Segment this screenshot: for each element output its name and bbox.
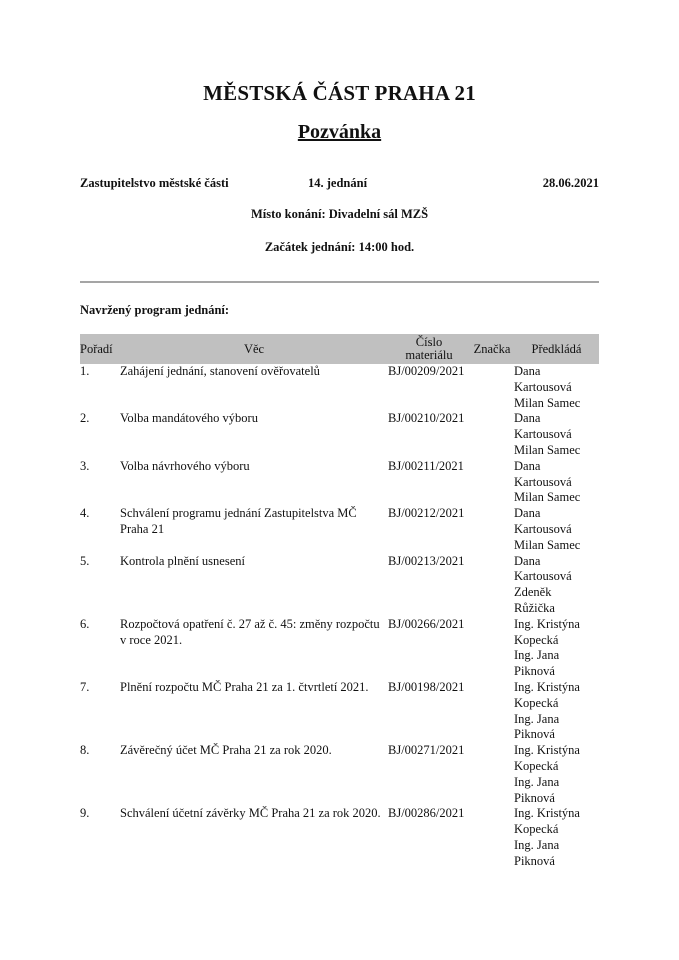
presenter-line: Kopecká: [514, 822, 559, 837]
column-header-number-line2: materiálu: [405, 348, 453, 362]
presenter-line: Kopecká: [514, 758, 559, 773]
agenda-material-number: BJ/00209/2021: [388, 364, 465, 378]
document-subtitle: Pozvánka: [297, 121, 382, 143]
presenter-line: Piknová: [514, 790, 555, 805]
presenter-line: Ing. Jana: [514, 774, 560, 789]
column-header-tag: Značka: [473, 341, 511, 356]
presenter-line: Ing. Kristýna: [514, 616, 580, 631]
agenda-subject: Rozpočtová opatření č. 27 až č. 45: změny rozpočtu v roce 2021.: [120, 616, 380, 647]
agenda-subject: Volba mandátového výboru: [120, 411, 258, 426]
agenda-order: 1.: [80, 364, 90, 378]
meeting-place: Místo konání: Divadelní sál MZŠ: [250, 207, 429, 221]
agenda-subject: Schválení účetní závěrky MČ Praha 21 za rok 2020.: [120, 806, 381, 821]
presenter-line: Ing. Jana: [514, 648, 560, 663]
agenda-order: 3.: [80, 458, 90, 473]
agenda-presenter: [514, 806, 599, 869]
meeting-date: 28.06.2021: [542, 176, 599, 190]
presenter-line: Ing. Kristýna: [514, 806, 580, 821]
agenda-heading: Navržený program jednání:: [80, 303, 230, 317]
agenda-tag: [470, 554, 514, 617]
meeting-start: Začátek jednání: 14:00 hod.: [264, 240, 415, 254]
table-row: [80, 554, 599, 617]
presenter-line: Kopecká: [514, 632, 559, 647]
agenda-order: 9.: [80, 806, 90, 821]
agenda-material-number: BJ/00198/2021: [388, 679, 465, 694]
table-row: [80, 459, 599, 506]
agenda-order: 2.: [80, 411, 90, 426]
presenter-line: Kartousová: [514, 427, 572, 442]
agenda-material-number: BJ/00286/2021: [388, 806, 465, 821]
presenter-line: Dana: [514, 553, 541, 568]
presenter-line: Kartousová: [514, 379, 572, 394]
agenda-material-number: BJ/00212/2021: [388, 506, 465, 521]
presenter-line: Piknová: [514, 727, 555, 742]
presenter-line: Piknová: [514, 853, 555, 868]
presenter-line: Dana: [514, 458, 541, 473]
column-header-order: Pořadí: [80, 341, 113, 356]
column-header-number-line1: Číslo: [415, 335, 443, 349]
assembly-name: Zastupitelstvo městské části: [80, 176, 229, 190]
agenda-presenter: [514, 364, 599, 411]
session-number: 14. jednání: [308, 176, 368, 190]
table-row: [80, 743, 599, 806]
agenda-order: 5.: [80, 553, 90, 568]
agenda-rows: [80, 364, 599, 870]
presenter-line: Kartousová: [514, 521, 572, 536]
agenda-subject: Kontrola plnění usnesení: [120, 553, 245, 568]
table-row: [80, 617, 599, 680]
agenda-presenter: [514, 506, 599, 553]
agenda-material-number: BJ/00211/2021: [388, 458, 464, 473]
agenda-tag: [470, 743, 514, 806]
column-header-subject: Věc: [243, 341, 265, 356]
agenda-presenter: [514, 411, 599, 458]
agenda-material-number: BJ/00210/2021: [388, 411, 465, 426]
presenter-line: Ing. Kristýna: [514, 743, 580, 758]
column-header-number: [388, 334, 470, 364]
agenda-subject: Plnění rozpočtu MČ Praha 21 za 1. čtvrtletí 2021.: [120, 679, 369, 694]
agenda-tag: [470, 364, 514, 411]
agenda-tag: [470, 806, 514, 869]
presenter-line: Dana: [514, 364, 541, 378]
presenter-line: Zdeněk: [514, 585, 552, 600]
table-row: [80, 411, 599, 458]
presenter-line: Ing. Jana: [514, 711, 560, 726]
table-row: [80, 680, 599, 743]
presenter-line: Milan Samec: [514, 395, 581, 410]
presenter-line: Milan Samec: [514, 537, 581, 552]
separator-line: [80, 281, 599, 283]
presenter-line: Kartousová: [514, 569, 572, 584]
agenda-presenter: [514, 554, 599, 617]
agenda-material-number: BJ/00271/2021: [388, 743, 465, 758]
column-header-presenter: Předkládá: [531, 341, 582, 356]
agenda-subject: Schválení programu jednání Zastupitelstva MČ Praha 21: [120, 506, 357, 536]
agenda-order: 8.: [80, 743, 90, 758]
presenter-line: Piknová: [514, 664, 555, 679]
agenda-presenter: [514, 743, 599, 806]
table-row: [80, 806, 599, 869]
agenda-tag: [470, 459, 514, 506]
presenter-line: Dana: [514, 506, 541, 521]
agenda-tag: [470, 411, 514, 458]
presenter-line: Ing. Jana: [514, 837, 560, 852]
agenda-material-number: BJ/00213/2021: [388, 553, 465, 568]
agenda-presenter: [514, 680, 599, 743]
agenda-material-number: BJ/00266/2021: [388, 616, 465, 631]
meeting-meta: [80, 176, 599, 192]
agenda-presenter: [514, 459, 599, 506]
presenter-line: Milan Samec: [514, 442, 581, 457]
agenda-subject: Volba návrhového výboru: [120, 458, 250, 473]
agenda-subject: Zahájení jednání, stanovení ověřovatelů: [120, 364, 320, 378]
agenda-presenter: [514, 617, 599, 680]
agenda-table: [80, 334, 599, 870]
agenda-tag: [470, 506, 514, 553]
presenter-line: Ing. Kristýna: [514, 679, 580, 694]
presenter-line: Milan Samec: [514, 490, 581, 505]
presenter-line: Dana: [514, 411, 541, 426]
table-row: [80, 364, 599, 411]
agenda-header-row: [80, 334, 599, 364]
table-row: [80, 506, 599, 553]
agenda-subject: Závěrečný účet MČ Praha 21 za rok 2020.: [120, 743, 332, 758]
agenda-order: 4.: [80, 506, 90, 521]
presenter-line: Kartousová: [514, 474, 572, 489]
agenda-order: 7.: [80, 679, 90, 694]
agenda-order: 6.: [80, 616, 90, 631]
agenda-tag: [470, 617, 514, 680]
presenter-line: Kopecká: [514, 695, 559, 710]
document-title: MĚSTSKÁ ČÁST PRAHA 21: [203, 81, 476, 105]
agenda-tag: [470, 680, 514, 743]
presenter-line: Růžička: [514, 600, 555, 615]
